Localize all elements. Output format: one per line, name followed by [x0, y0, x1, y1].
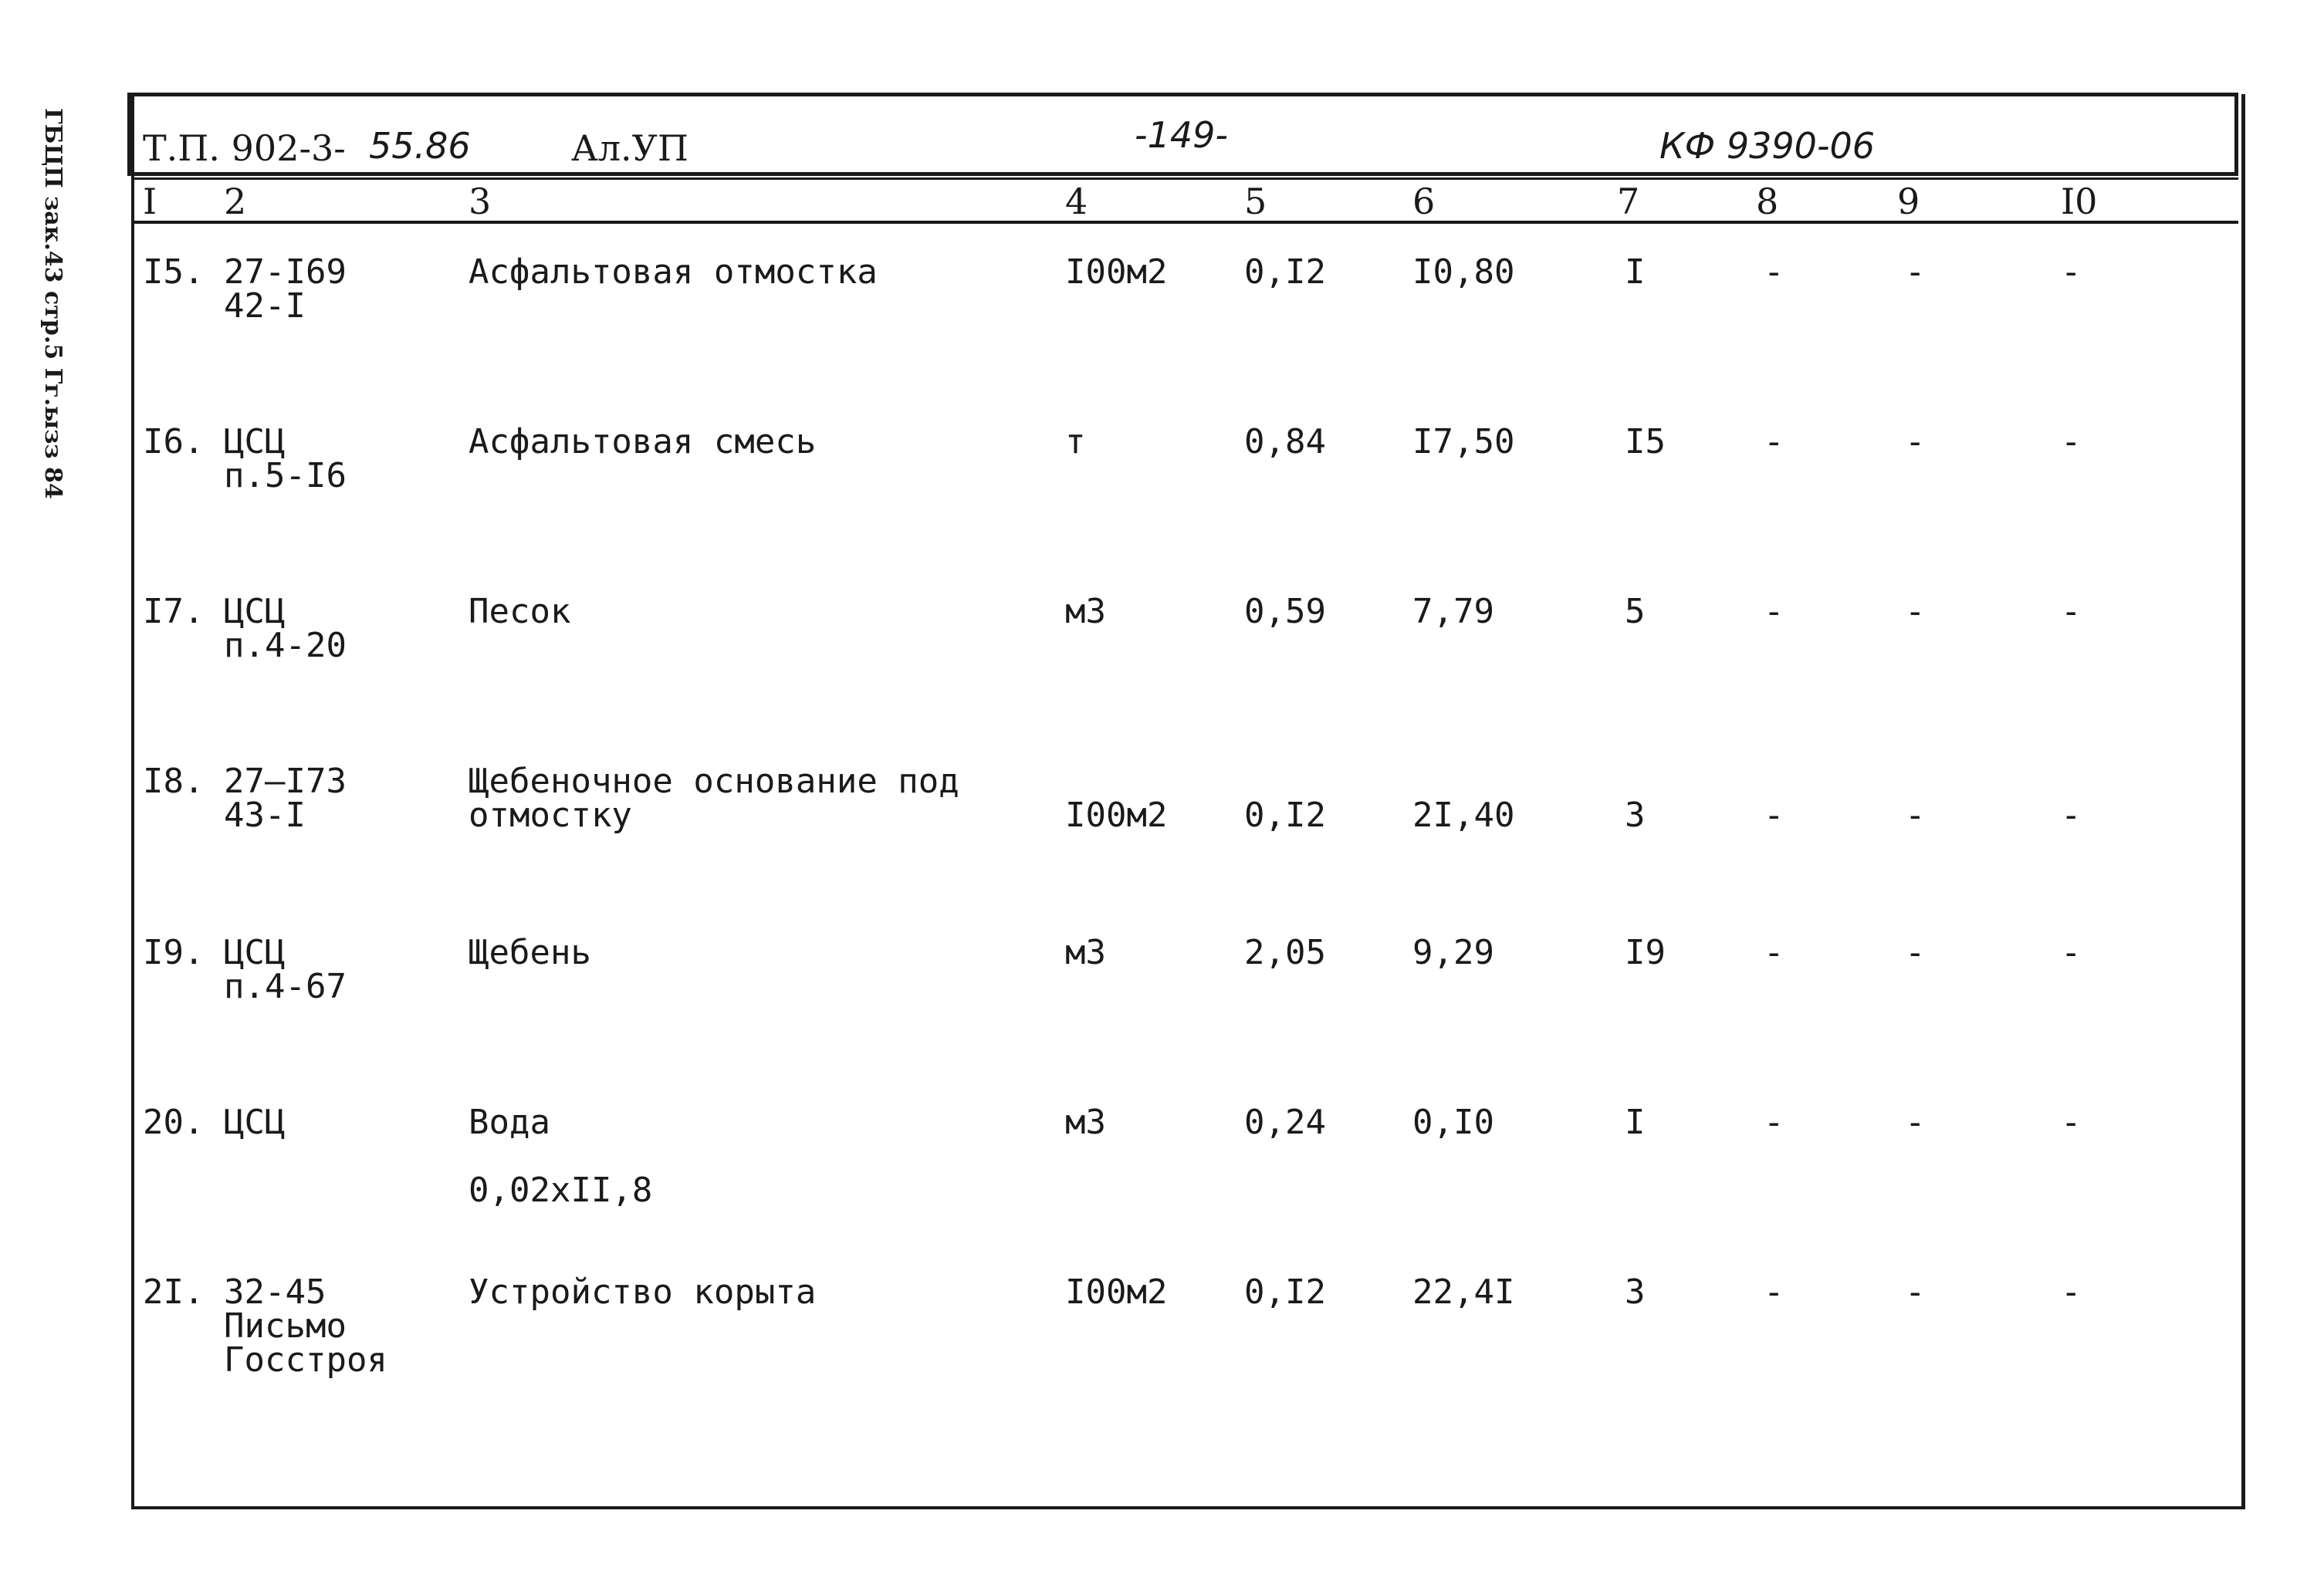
- column-number-3: 3: [469, 181, 492, 222]
- row-col10: -: [2061, 796, 2082, 835]
- row-col7: 3: [1625, 796, 1646, 835]
- page-number: -149-: [1135, 114, 1228, 156]
- column-number-6: 6: [1412, 181, 1436, 222]
- row-quantity: 0,84: [1244, 422, 1326, 461]
- row-value: 9,29: [1412, 933, 1494, 972]
- row-number: 2I.: [143, 1272, 205, 1312]
- row-code-line: 43-I: [224, 796, 306, 835]
- row-name-line: Устройство корыта: [469, 1272, 817, 1312]
- row-name-line: Вода: [469, 1103, 550, 1142]
- row-col9: -: [1905, 796, 1926, 835]
- column-number-5: 5: [1244, 181, 1267, 222]
- row-col7: 3: [1625, 1272, 1646, 1312]
- row-value: I7,50: [1412, 422, 1515, 461]
- row-col8: -: [1764, 1103, 1784, 1142]
- row-col7: I: [1625, 252, 1646, 292]
- row-name-line: Асфальтовая отмостка: [469, 252, 878, 292]
- row-code-line: 32-45: [224, 1272, 326, 1312]
- row-col9: -: [1905, 252, 1926, 292]
- row-number: I8.: [143, 762, 205, 801]
- row-code-line: ЦСЦ: [224, 1103, 286, 1142]
- row-code-line: Госстроя: [224, 1340, 387, 1380]
- document-code: КФ 9390-06: [1659, 125, 1876, 167]
- row-name-line: 0,02хII,8: [469, 1171, 653, 1210]
- row-value: 0,I0: [1412, 1103, 1494, 1142]
- row-number: I6.: [143, 422, 205, 461]
- row-quantity: 0,59: [1244, 592, 1326, 631]
- project-number: Т.П. 902-3-: [143, 127, 346, 169]
- column-number-1: I: [143, 181, 157, 222]
- row-value: 2I,40: [1412, 796, 1515, 835]
- row-value: 7,79: [1412, 592, 1494, 631]
- row-col8: -: [1764, 422, 1784, 461]
- row-unit: т: [1065, 422, 1086, 461]
- row-quantity: 2,05: [1244, 933, 1326, 972]
- column-number-7: 7: [1617, 181, 1640, 222]
- row-unit: I00м2: [1065, 252, 1168, 292]
- document-frame: [131, 94, 2245, 1509]
- row-col7: 5: [1625, 592, 1646, 631]
- row-unit: м3: [1065, 592, 1106, 631]
- row-number: I7.: [143, 592, 205, 631]
- row-quantity: 0,I2: [1244, 252, 1326, 292]
- row-code-line: п.4-20: [224, 626, 347, 665]
- row-number: 20.: [143, 1103, 205, 1142]
- side-note: ГБЦП зак.43 стр.5 Гг.ызз 84: [39, 108, 66, 499]
- row-col9: -: [1905, 1103, 1926, 1142]
- row-col7: I9: [1625, 933, 1666, 972]
- row-code-line: ЦСЦ: [224, 933, 286, 972]
- column-number-2: 2: [224, 181, 247, 222]
- row-unit: м3: [1065, 1103, 1106, 1142]
- row-col7: I: [1625, 1103, 1646, 1142]
- row-col10: -: [2061, 252, 2082, 292]
- row-col10: -: [2061, 1272, 2082, 1312]
- row-code-line: п.4-67: [224, 967, 347, 1006]
- column-number-8: 8: [1756, 181, 1779, 222]
- column-number-4: 4: [1065, 181, 1088, 222]
- column-number-10: I0: [2061, 181, 2098, 222]
- row-code-line: ЦСЦ: [224, 422, 286, 461]
- row-col10: -: [2061, 1103, 2082, 1142]
- row-number: I9.: [143, 933, 205, 972]
- column-header-bottom-line: [131, 221, 2238, 224]
- row-quantity: 0,I2: [1244, 796, 1326, 835]
- row-col8: -: [1764, 1272, 1784, 1312]
- row-value: 22,4I: [1412, 1272, 1515, 1312]
- row-name-line: отмостку: [469, 796, 632, 835]
- row-col8: -: [1764, 933, 1784, 972]
- row-code-line: ЦСЦ: [224, 592, 286, 631]
- row-value: I0,80: [1412, 252, 1515, 292]
- project-number-handwritten: 55.86: [369, 125, 471, 167]
- column-number-9: 9: [1897, 181, 1920, 222]
- row-col9: -: [1905, 592, 1926, 631]
- row-unit: I00м2: [1065, 796, 1168, 835]
- row-col10: -: [2061, 933, 2082, 972]
- row-col10: -: [2061, 592, 2082, 631]
- row-number: I5.: [143, 252, 205, 292]
- row-quantity: 0,24: [1244, 1103, 1326, 1142]
- row-col9: -: [1905, 1272, 1926, 1312]
- row-col9: -: [1905, 422, 1926, 461]
- row-col8: -: [1764, 252, 1784, 292]
- row-quantity: 0,I2: [1244, 1272, 1326, 1312]
- row-col10: -: [2061, 422, 2082, 461]
- row-code-line: п.5-I6: [224, 456, 347, 495]
- row-name-line: Щебень: [469, 933, 591, 972]
- row-unit: м3: [1065, 933, 1106, 972]
- row-name-line: Песок: [469, 592, 571, 631]
- row-code-line: 27—I73: [224, 762, 347, 801]
- album-number: Ал.УП: [571, 127, 689, 169]
- row-col8: -: [1764, 796, 1784, 835]
- row-col7: I5: [1625, 422, 1666, 461]
- row-code-line: Письмо: [224, 1306, 347, 1346]
- row-name-line: Щебеночное основание под: [469, 762, 959, 801]
- row-code-line: 27-I69: [224, 252, 347, 292]
- row-unit: I00м2: [1065, 1272, 1168, 1312]
- row-col9: -: [1905, 933, 1926, 972]
- row-name-line: Асфальтовая смесь: [469, 422, 817, 461]
- column-header-top-line: [131, 177, 2238, 180]
- row-col8: -: [1764, 592, 1784, 631]
- row-code-line: 42-I: [224, 286, 306, 326]
